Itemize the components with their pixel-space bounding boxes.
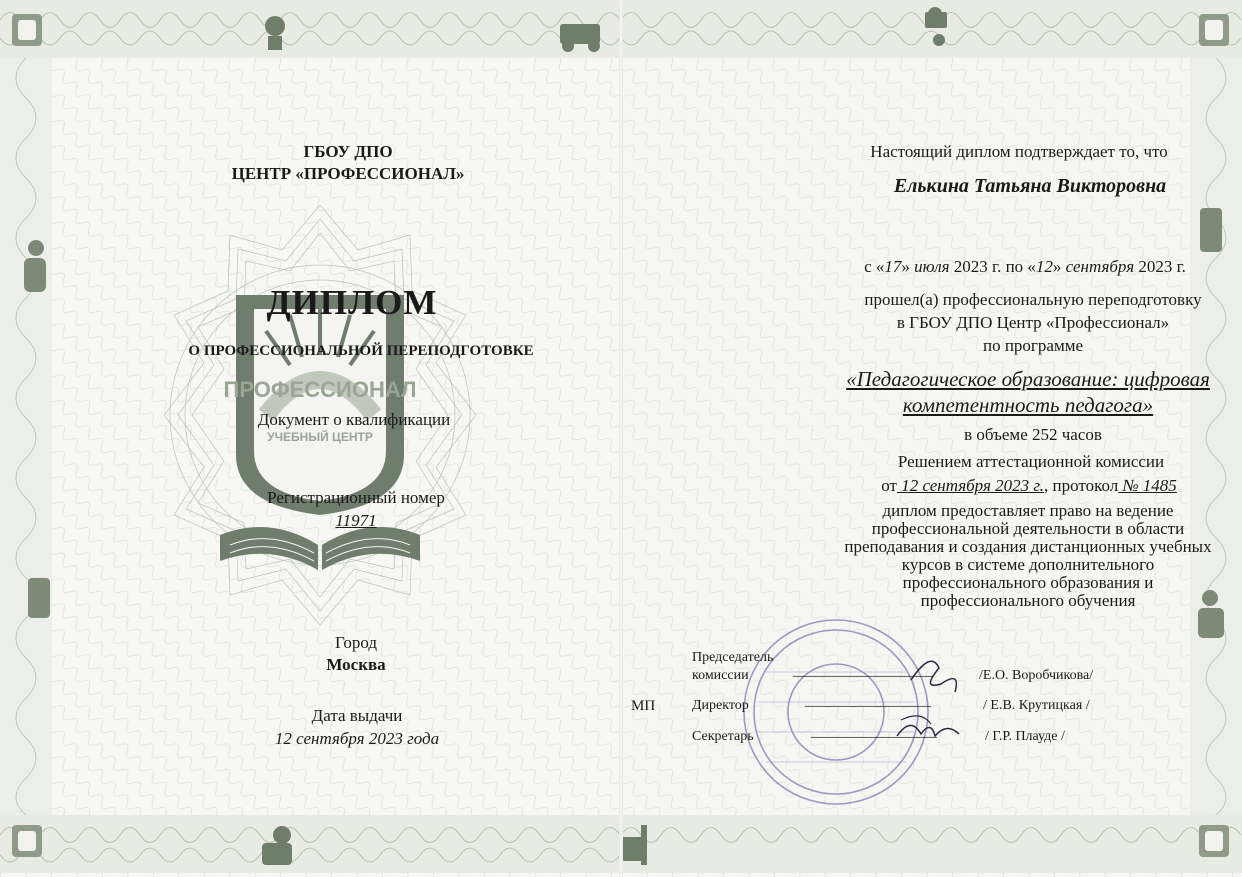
bottom-border-ornament <box>0 815 621 873</box>
left-side-border <box>0 58 52 815</box>
chair-name: /Е.О. Воробчикова/ <box>979 668 1094 683</box>
rights-line-4: курсов в системе дополнительного <box>901 555 1155 574</box>
right-side-border <box>1190 58 1242 815</box>
right-page <box>621 0 1242 877</box>
holder-name: Елькина Татьяна Викторовна <box>893 175 1167 197</box>
program-title-1: «Педагогическое образование: цифровая <box>846 367 1210 391</box>
org-line-2: ЦЕНТР «ПРОФЕССИОНАЛ» <box>231 164 465 183</box>
emblem-sub-text: УЧЕБНЫЙ ЦЕНТР <box>267 430 373 444</box>
seal-place: МП <box>631 698 656 714</box>
training-line-1: прошел(а) профессиональную переподготовку <box>864 290 1202 309</box>
page-fold <box>619 0 623 877</box>
secretary-signature-line: __________________ <box>811 725 937 740</box>
diploma-subtitle: О ПРОФЕССИОНАЛЬНОЙ ПЕРЕПОДГОТОВКЕ <box>188 343 534 359</box>
chair-label-1: Председатель <box>692 650 774 665</box>
study-period: с «17» июля 2023 г. по «12» сентября 2023 г. <box>864 257 1186 276</box>
rights-line-6: профессионального обучения <box>920 591 1136 610</box>
rights-line-1: диплом предоставляет право на ведение <box>882 501 1174 520</box>
secretary-name: / Г.Р. Плауде / <box>985 729 1065 744</box>
director-name: / Е.В. Крутицкая / <box>983 698 1090 713</box>
rights-line-5: профессионального образования и <box>902 573 1154 592</box>
training-line-2: в ГБОУ ДПО Центр «Профессионал» <box>896 313 1170 332</box>
chair-signature-line: ____________________ <box>793 664 933 679</box>
emblem-arc-text: ПРОФЕССИОНАЛ <box>223 377 417 402</box>
top-border-ornament-right <box>621 0 1242 58</box>
secretary-label: Секретарь <box>692 729 754 744</box>
commission-decision: Решением аттестационной комиссии <box>897 452 1165 471</box>
diploma-title: ДИПЛОМ <box>266 283 438 322</box>
reg-number-value: 11971 <box>335 511 377 530</box>
issue-date-label: Дата выдачи <box>311 706 403 725</box>
reg-number-label: Регистрационный номер <box>267 488 445 507</box>
issue-date-value: 12 сентября 2023 года <box>274 729 440 748</box>
document-type: Документ о квалификации <box>257 410 451 429</box>
director-label: Директор <box>692 698 749 713</box>
hours-volume: в объеме 252 часов <box>964 425 1102 444</box>
protocol-line: от 12 сентября 2023 г., протокол № 1485 <box>881 476 1177 495</box>
training-line-3: по программе <box>982 336 1084 355</box>
confirm-text: Настоящий диплом подтверждает то, что <box>870 142 1168 161</box>
bottom-border-ornament-right <box>621 815 1242 873</box>
program-title-2: компетентность педагога» <box>902 393 1154 417</box>
rights-line-2: профессиональной деятельности в области <box>871 519 1185 538</box>
org-line-1: ГБОУ ДПО <box>303 142 393 161</box>
city-label: Город <box>335 633 377 652</box>
top-border-ornament <box>0 0 621 58</box>
director-signature-line: __________________ <box>805 694 931 709</box>
chair-label-2: комиссии <box>692 668 749 683</box>
city-value: Москва <box>326 655 386 674</box>
rights-line-3: преподавания и создания дистанционных учебных <box>844 537 1212 556</box>
